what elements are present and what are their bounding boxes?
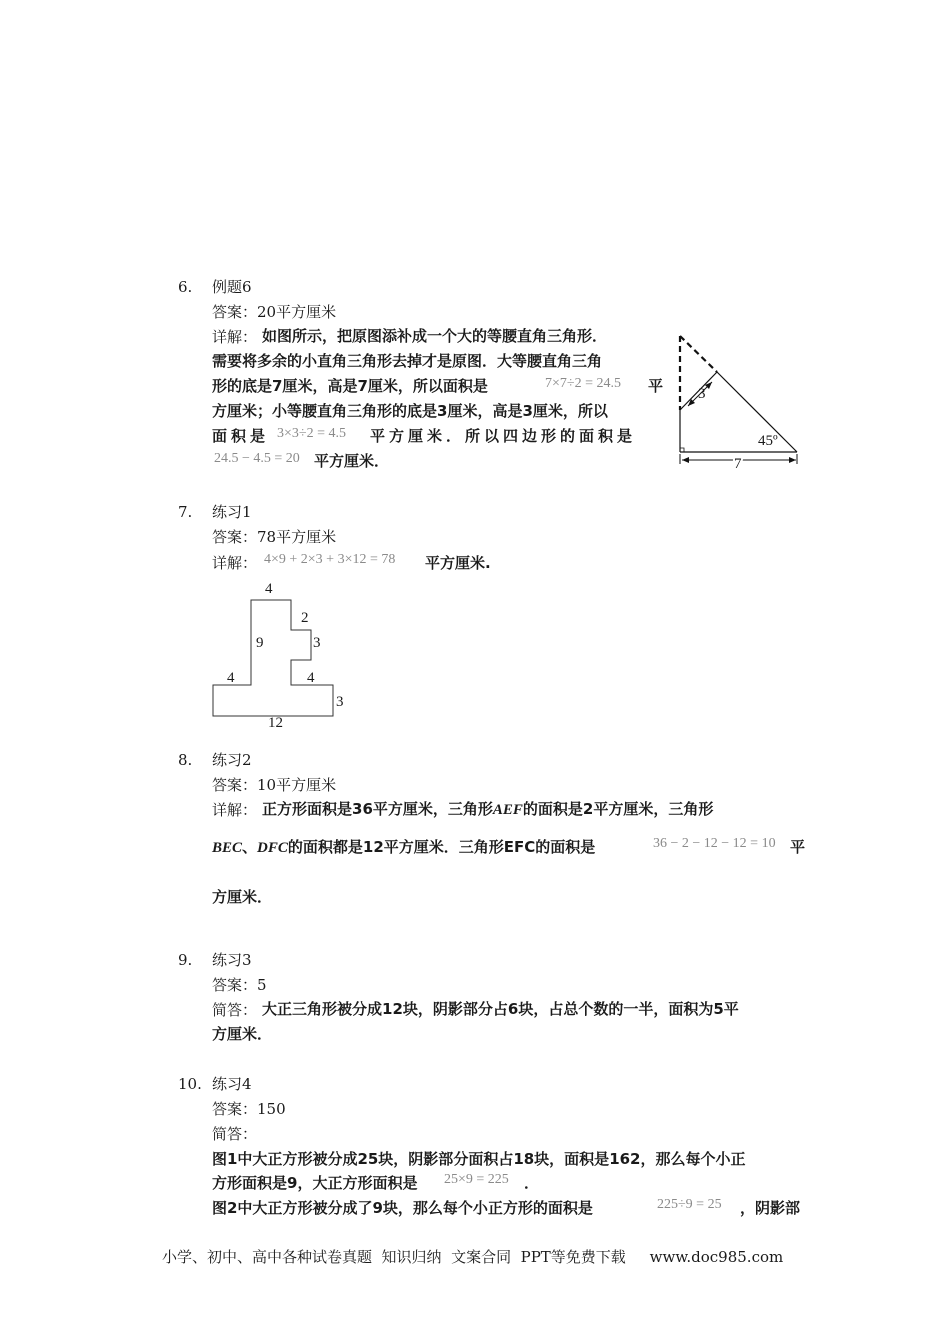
item-10-answer: 答案：150 bbox=[212, 1100, 286, 1118]
item-6-detail-line6: 平方厘米． bbox=[314, 452, 390, 470]
item-6-formula-2: 3×3÷2 = 4.5 bbox=[277, 426, 346, 441]
text-segment: 的面积是2平方厘米，三角形 bbox=[522, 800, 714, 818]
label-2: 2 bbox=[301, 610, 309, 626]
item-10-line2-a: 方形面积是9，大正方形面积是 bbox=[212, 1174, 418, 1192]
item-10-line1: 图1中大正方形被分成25块，阴影部分面积占18块，面积是162，那么每个小正 bbox=[212, 1150, 746, 1168]
text-segment: 、 bbox=[242, 838, 258, 856]
text-segment: 的面积都是12平方厘米．三角形EFC的面积是 bbox=[287, 838, 596, 856]
item-10-line3-b: ，阴影部 bbox=[740, 1199, 801, 1217]
item-6-detail-prefix: 详解： bbox=[212, 328, 258, 346]
polyomino-outline bbox=[213, 600, 333, 716]
item-7-formula: 4×9 + 2×3 + 3×12 = 78 bbox=[264, 552, 396, 567]
label-right-3: 3 bbox=[313, 635, 321, 651]
label-mid-4: 4 bbox=[307, 670, 315, 686]
arrowhead-icon bbox=[682, 457, 689, 463]
arrowhead-icon bbox=[789, 457, 796, 463]
item-6-triangle-figure bbox=[672, 330, 807, 475]
item-6-detail-line3-end: 平 bbox=[648, 377, 664, 395]
item-9-detail-line2: 方厘米． bbox=[212, 1025, 273, 1043]
item-10-formula-1: 25×9 = 225 bbox=[444, 1172, 509, 1187]
item-6-title: 例题6 bbox=[212, 278, 252, 296]
item-8-answer: 答案：10平方厘米 bbox=[212, 776, 337, 794]
item-7-shape-figure bbox=[205, 575, 355, 735]
item-10-title: 练习4 bbox=[212, 1075, 252, 1093]
item-6-detail-line3: 形的底是7厘米，高是7厘米，所以面积是 bbox=[212, 377, 488, 395]
item-10-detail-prefix: 简答： bbox=[212, 1125, 258, 1143]
item-8-number: 8. bbox=[178, 751, 193, 769]
item-8-detail-line2 bbox=[212, 837, 595, 858]
label-3: 3 bbox=[698, 386, 706, 402]
item-9-detail-line1: 大正三角形被分成12块，阴影部分占6块，占总个数的一半，面积为5平 bbox=[262, 1000, 739, 1018]
item-7-detail-prefix: 详解： bbox=[212, 554, 258, 572]
item-7-detail-suffix: 平方厘米. bbox=[425, 554, 491, 572]
dashed-hypotenuse-edge bbox=[680, 336, 717, 372]
triangle-name: DFC bbox=[257, 840, 288, 856]
item-7-number: 7. bbox=[178, 503, 193, 521]
label-top-4: 4 bbox=[265, 581, 273, 597]
item-9-answer: 答案：5 bbox=[212, 976, 267, 994]
item-6-detail-line1: 如图所示，把原图添补成一个大的等腰直角三角形． bbox=[262, 327, 608, 345]
item-8-detail-line1 bbox=[262, 799, 713, 820]
label-left-4: 4 bbox=[227, 670, 235, 686]
item-10-line3-a: 图2中大正方形被分成了9块，那么每个小正方形的面积是 bbox=[212, 1199, 593, 1217]
label-bottom-3: 3 bbox=[336, 694, 344, 710]
item-9-title: 练习3 bbox=[212, 951, 252, 969]
item-6-answer: 答案：20平方厘米 bbox=[212, 303, 337, 321]
item-9-number: 9. bbox=[178, 951, 193, 969]
item-8-detail-prefix: 详解： bbox=[212, 801, 258, 819]
label-7: 7 bbox=[734, 456, 742, 472]
hypotenuse bbox=[717, 372, 797, 452]
item-10-formula-2: 225÷9 = 25 bbox=[657, 1197, 722, 1212]
label-45-degree: 45º bbox=[758, 433, 778, 449]
text-segment: 正方形面积是36平方厘米，三角形 bbox=[262, 800, 493, 818]
item-10-number: 10. bbox=[178, 1075, 202, 1093]
item-6-detail-line5-b: 平方厘米．所以四边形的面积是 bbox=[370, 427, 637, 445]
item-7-answer: 答案：78平方厘米 bbox=[212, 528, 337, 546]
label-9: 9 bbox=[256, 635, 264, 651]
item-6-detail-line2: 需要将多余的小直角三角形去掉才是原图．大等腰直角三角 bbox=[212, 352, 603, 370]
label-12: 12 bbox=[268, 715, 283, 731]
item-7-title: 练习1 bbox=[212, 503, 252, 521]
item-6-formula-3: 24.5 − 4.5 = 20 bbox=[214, 451, 300, 466]
triangle-name: BEC bbox=[212, 840, 243, 856]
item-8-formula: 36 − 2 − 12 − 12 = 10 bbox=[653, 836, 776, 851]
item-6-formula-1: 7×7÷2 = 24.5 bbox=[545, 376, 621, 391]
item-6-detail-line5-a: 面积是 bbox=[212, 427, 270, 445]
item-6-number: 6. bbox=[178, 278, 193, 296]
item-9-detail-prefix: 简答： bbox=[212, 1001, 258, 1019]
item-6-detail-line4: 方厘米；小等腰直角三角形的底是3厘米，高是3厘米，所以 bbox=[212, 402, 608, 420]
item-8-title: 练习2 bbox=[212, 751, 252, 769]
item-8-detail-line2-end: 平 bbox=[790, 838, 806, 856]
page-footer: 小学、初中、高中各种试卷真题 知识归纳 文案合同 PPT等免费下载 www.doc985.com bbox=[162, 1248, 784, 1266]
triangle-name: AEF bbox=[492, 802, 523, 818]
item-8-detail-line3: 方厘米． bbox=[212, 888, 273, 906]
item-10-line2-b: ． bbox=[524, 1174, 540, 1192]
